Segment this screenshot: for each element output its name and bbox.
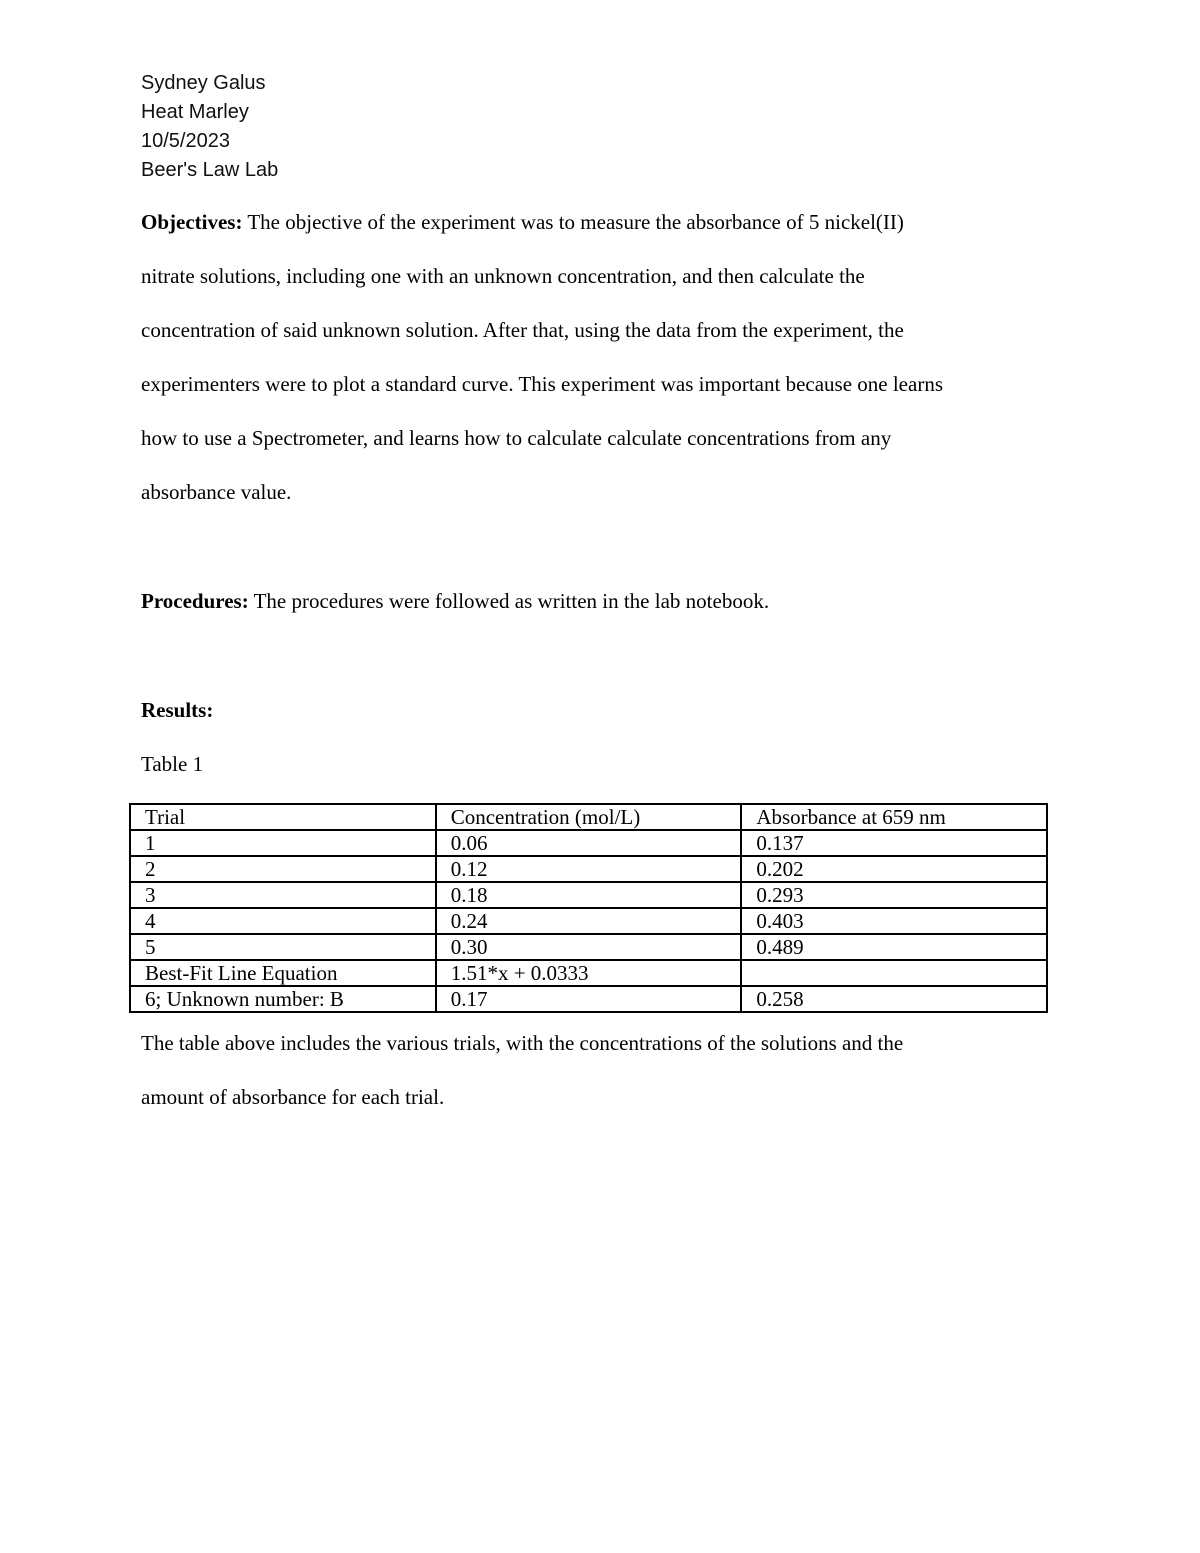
objectives-line: experimenters were to plot a standard curve. This experiment was important because one learns — [141, 372, 943, 396]
table-description-line: amount of absorbance for each trial. — [141, 1085, 445, 1109]
table-header-cell: Trial — [130, 804, 436, 830]
procedures-line: Procedures: The procedures were followed as written in the lab notebook. — [141, 589, 770, 613]
table-row — [130, 934, 1047, 960]
table-cell: 0.403 — [741, 908, 1047, 934]
table-cell: 0.18 — [436, 882, 742, 908]
results-table — [129, 803, 1048, 1013]
table-cell: 6; Unknown number: B — [130, 986, 436, 1012]
table-header-cell: Concentration (mol/L) — [436, 804, 742, 830]
table-cell: 0.489 — [741, 934, 1047, 960]
table-cell: 1 — [130, 830, 436, 856]
table-cell: 2 — [130, 856, 436, 882]
table-cell: 0.06 — [436, 830, 742, 856]
table-cell: 0.202 — [741, 856, 1047, 882]
document-page: Sydney Galus Heat Marley 10/5/2023 Beer's Law Lab Objectives: The objective of the experiment was to measure the absorbance of 5 nickel(II) nitrate solutions, including one with an unknown concentration, and then calculate the concentration of said unknown solution. After that, using the data from the experiment, the experimenters were to plot a standard curve. This experiment was important because one learns how to use a Spectrometer, and learns how to calculate calculate concentrations from any absorbance value. Procedures: The procedures were followed as written in the lab notebook. Results: Table 1 Trial Concentration (mol/L) Absorbance at 659 nm 1 0.06 0.137 2 0.12 0.202 3 0.18 0.293 4 0.24 0.403 5 0.30 0.489 Best-Fit Line Equation 1.51*x + 0.0333 6; Unknown number: B 0.17 0.258 The table above includes the various trials, with the concentrations of the solutions and the amount of absorbance for each trial. — [0, 0, 1200, 1553]
objectives-line: Objectives: The objective of the experiment was to measure the absorbance of 5 nickel(II) — [141, 210, 904, 234]
table-row — [130, 830, 1047, 856]
objectives-line: concentration of said unknown solution. After that, using the data from the experiment, the — [141, 318, 904, 342]
table-cell: 0.17 — [436, 986, 742, 1012]
table-row — [130, 908, 1047, 934]
table-cell: 0.258 — [741, 986, 1047, 1012]
partner-name: Heat Marley — [141, 101, 249, 123]
objectives-line: nitrate solutions, including one with an unknown concentration, and then calculate the — [141, 264, 865, 288]
table-description-line: The table above includes the various trials, with the concentrations of the solutions and the — [141, 1031, 904, 1055]
author-name: Sydney Galus — [141, 72, 266, 94]
procedures-label: Procedures: — [141, 589, 249, 613]
table-cell: 1.51*x + 0.0333 — [436, 960, 742, 986]
table-row — [130, 882, 1047, 908]
report-date: 10/5/2023 — [141, 130, 230, 152]
table-row — [130, 986, 1047, 1012]
table-cell: 5 — [130, 934, 436, 960]
table-cell: Best-Fit Line Equation — [130, 960, 436, 986]
table-row — [130, 856, 1047, 882]
table-header-row — [130, 804, 1047, 830]
table-row — [130, 960, 1047, 986]
table-cell: 0.12 — [436, 856, 742, 882]
table-caption: Table 1 — [141, 752, 204, 776]
table-cell: 0.293 — [741, 882, 1047, 908]
lab-title: Beer's Law Lab — [141, 159, 279, 181]
objectives-line: absorbance value. — [141, 480, 292, 504]
table-cell: 0.24 — [436, 908, 742, 934]
table-cell — [741, 960, 1047, 986]
table-cell: 0.30 — [436, 934, 742, 960]
table-cell: 3 — [130, 882, 436, 908]
objectives-label: Objectives: — [141, 210, 243, 234]
table-cell: 4 — [130, 908, 436, 934]
table-header-cell: Absorbance at 659 nm — [741, 804, 1047, 830]
table-cell: 0.137 — [741, 830, 1047, 856]
objectives-line: how to use a Spectrometer, and learns how to calculate calculate concentrations from any — [141, 426, 892, 450]
